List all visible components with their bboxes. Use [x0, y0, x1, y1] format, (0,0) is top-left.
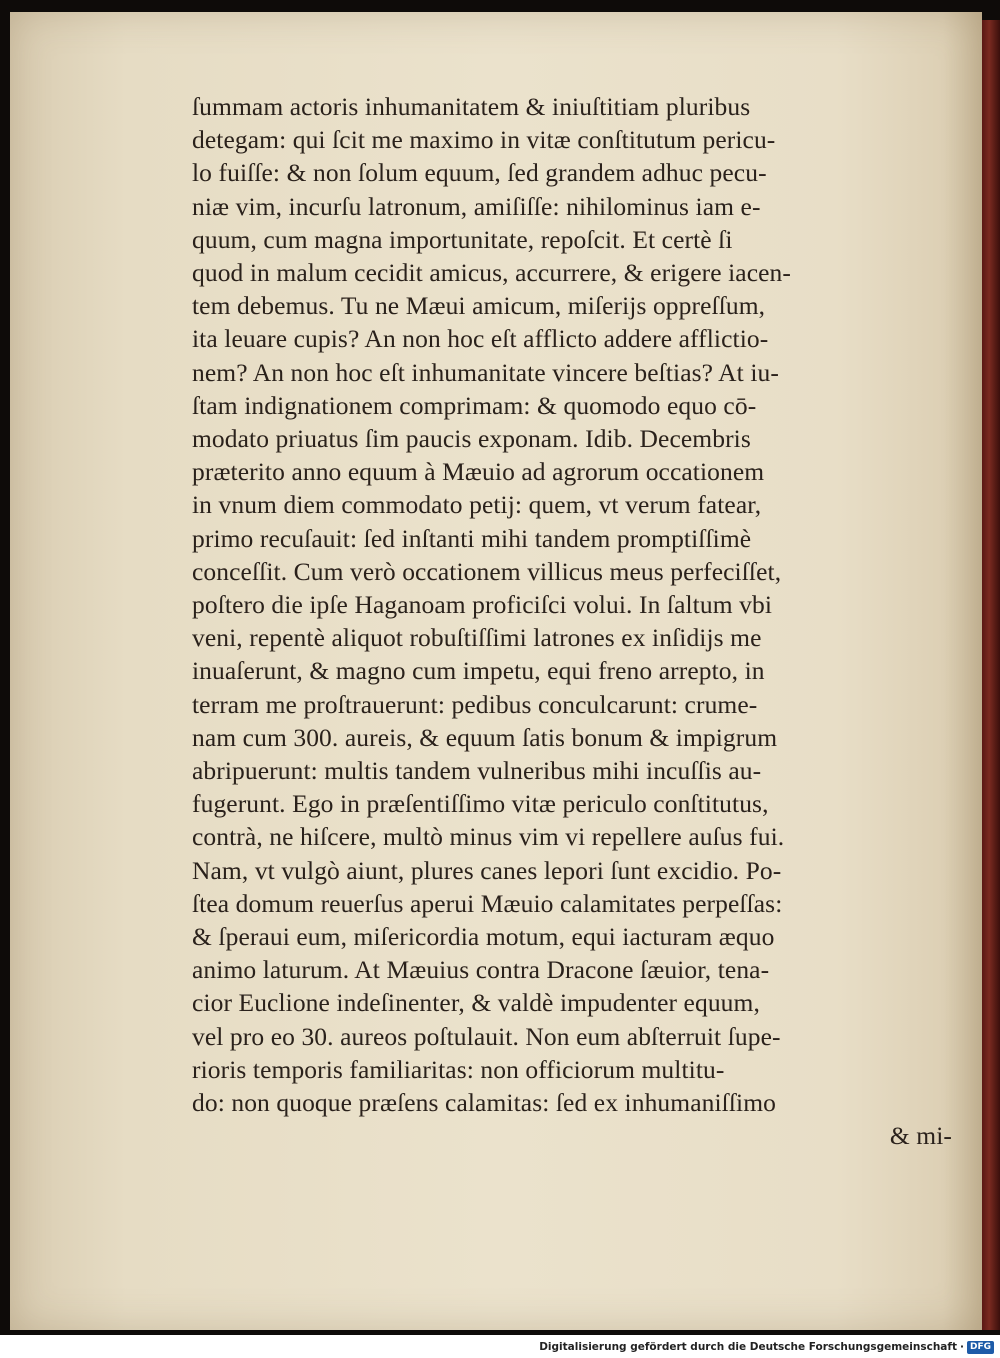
book-spine-edge — [982, 20, 1000, 1330]
text-line: inuaſerunt, & magno cum impetu, equi freno arrepto, in — [192, 656, 765, 686]
text-line: rioris temporis familiaritas: non officiorum multitu- — [192, 1054, 725, 1084]
text-line: ſtea domum reuerſus aperui Mæuio calamitates perpeſſas: — [192, 888, 783, 918]
text-line: ſummam actoris inhumanitatem & iniuſtitiam pluribus — [192, 92, 751, 121]
text-line: poſtero die ipſe Haganoam proficiſci volui. In ſaltum vbi — [192, 590, 773, 620]
text-line: nam cum 300. aureis, & equum ſatis bonum & impigrum — [192, 722, 778, 752]
page-body-text — [192, 90, 952, 1153]
text-line: fugerunt. Ego in præſentiſſimo vitæ periculo conſtitutus, — [192, 789, 769, 819]
text-line: nem? An non hoc eſt inhumanitate vincere beſtias? At iu- — [192, 357, 779, 387]
text-line: vel pro eo 30. aureos poſtulauit. Non eum abſterruit ſupe- — [192, 1021, 781, 1051]
text-line: ſtam indignationem comprimam: & quomodo equo cō- — [192, 390, 757, 420]
text-line: contrà, ne hiſcere, multò minus vim vi repellere auſus fui. — [192, 822, 785, 852]
text-line: modato priuatus ſim paucis exponam. Idib. Decembris — [192, 424, 751, 454]
text-line: conceſſit. Cum verò occationem villicus meus perfeciſſet, — [192, 556, 782, 586]
dfg-logo-icon: DFG — [967, 1341, 994, 1354]
text-line: præterito anno equum à Mæuio ad agrorum occationem — [192, 457, 765, 487]
text-line: do: non quoque præſens calamitas: ſed ex inhumaniſſimo — [192, 1088, 777, 1118]
text-line: cior Euclione indeſinenter, & valdè impudenter equum, — [192, 988, 760, 1018]
text-line: primo recuſauit: ſed inſtanti mihi tandem promptiſſimè — [192, 523, 752, 553]
text-line: quum, cum magna importunitate, repoſcit. Et certè ſi — [192, 224, 733, 254]
credit-text: Digitalisierung gefördert durch die Deutsche Forschungsgemeinschaft — [539, 1341, 957, 1353]
text-line: terram me proſtrauerunt: pedibus conculcarunt: crume- — [192, 689, 758, 719]
text-line: detegam: qui ſcit me maximo in vitæ conſtitutum pericu- — [192, 125, 776, 155]
text-line: & ſperaui eum, miſericordia motum, equi iacturam æquo — [192, 922, 775, 952]
text-line: abripuerunt: multis tandem vulneribus mihi incuſſis au- — [192, 756, 762, 786]
text-line: tem debemus. Tu ne Mæui amicum, miſerijs oppreſſum, — [192, 291, 766, 321]
text-line: quod in malum cecidit amicus, accurrere, & erigere iacen- — [192, 258, 791, 288]
text-line: ita leuare cupis? An non hoc eſt afflicto addere afflictio- — [192, 324, 769, 354]
text-line: in vnum diem commodato petij: quem, vt verum fatear, — [192, 490, 762, 520]
text-line: Nam, vt vulgò aiunt, plures canes lepori ſunt excidio. Po- — [192, 855, 782, 885]
catchword: & mi- — [889, 1121, 952, 1151]
separator-dot: · — [959, 1341, 964, 1353]
text-line: niæ vim, incurſu latronum, amiſiſſe: nihilominus iam e- — [192, 191, 761, 221]
digitization-credit — [539, 1339, 994, 1355]
text-line: lo fuiſſe: & non ſolum equum, ſed grandem adhuc pecu- — [192, 158, 767, 188]
text-line: veni, repentè aliquot robuſtiſſimi latrones ex inſidijs me — [192, 623, 762, 653]
text-line: animo laturum. At Mæuius contra Dracone ſæuior, tena- — [192, 955, 770, 985]
